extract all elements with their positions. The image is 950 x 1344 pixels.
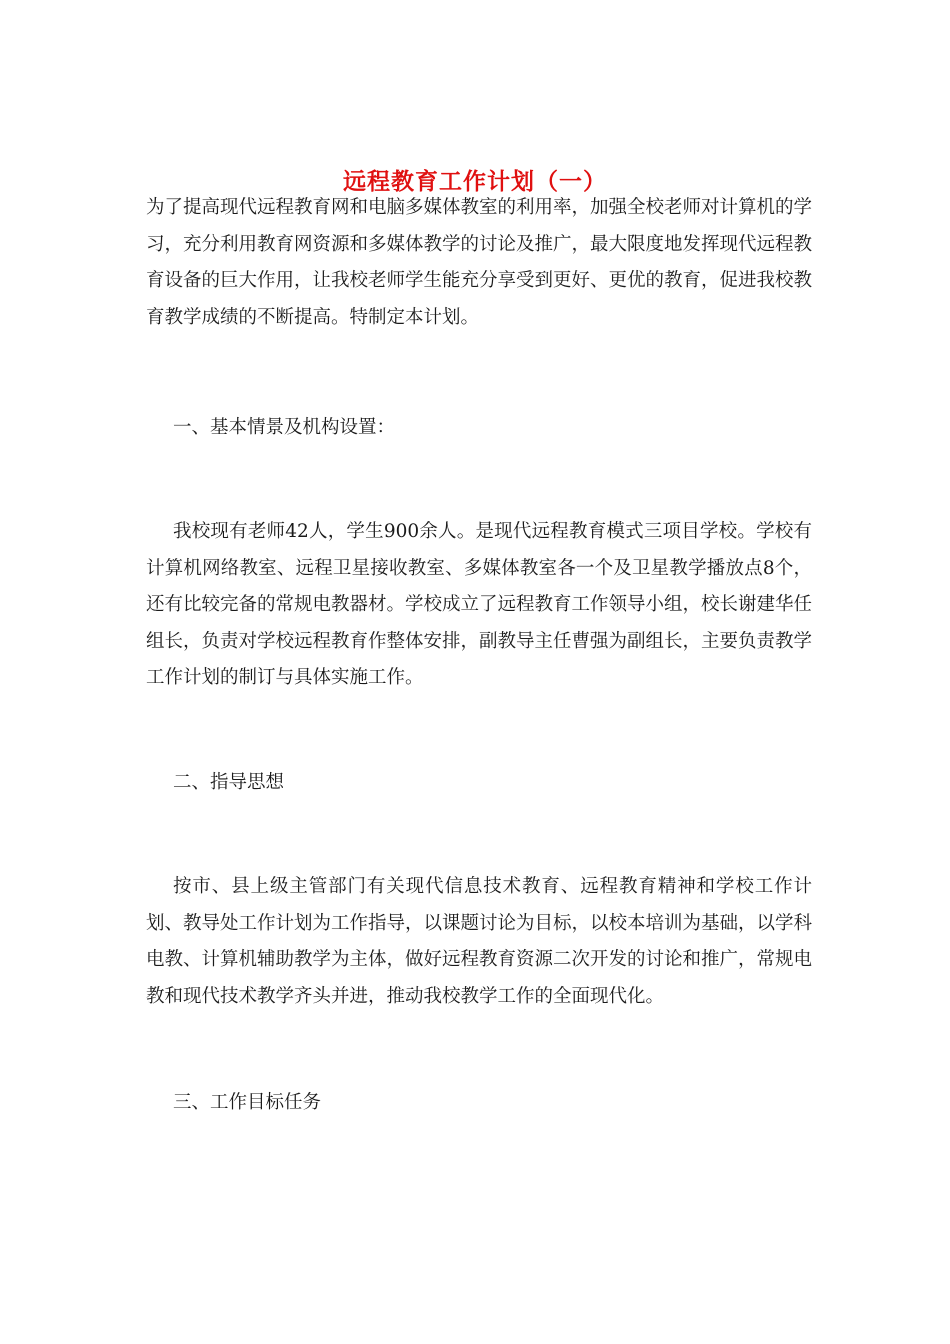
section-3-heading: 三、工作目标任务 xyxy=(173,1092,322,1113)
section-2-heading: 二、指导思想 xyxy=(173,772,285,793)
section-1-heading: 一、基本情景及机构设置： xyxy=(173,417,396,438)
intro-paragraph: 为了提高现代远程教育网和电脑多媒体教室的利用率，加强全校老师对计算机的学习，充分利用教育网资源和多媒体教学的讨论及推广，最大限度地发挥现代远程教育设备的巨大作用，让我校老师学生能充分享受到更好、更优的教育，促进我校教育教学成绩的不断提高。特制定本计划。 xyxy=(146,197,813,328)
section-2-body: 按市、县上级主管部门有关现代信息技术教育、远程教育精神和学校工作计划、教导处工作计划为工作指导，以课题讨论为目标，以校本培训为基础，以学科电教、计算机辅助教学为主体，做好远程教育资源二次开发的讨论和推广，常规电教和现代技术教学齐头并进，推动我校教学工作的全面现代化。 xyxy=(146,876,813,1007)
document-title: 远程教育工作计划（一） xyxy=(343,168,607,196)
section-1-body: 我校现有老师42人，学生900余人。是现代远程教育模式三项目学校。学校有计算机网络教室、远程卫星接收教室、多媒体教室各一个及卫星教学播放点8个，还有比较完备的常规电教器材。学校成立了远程教育工作领导小组，校长谢建华任组长，负责对学校远程教育作整体安排，副教导主任曹强为副组长，主要负责教学工作计划的制订与具体实施工作。 xyxy=(146,521,813,688)
